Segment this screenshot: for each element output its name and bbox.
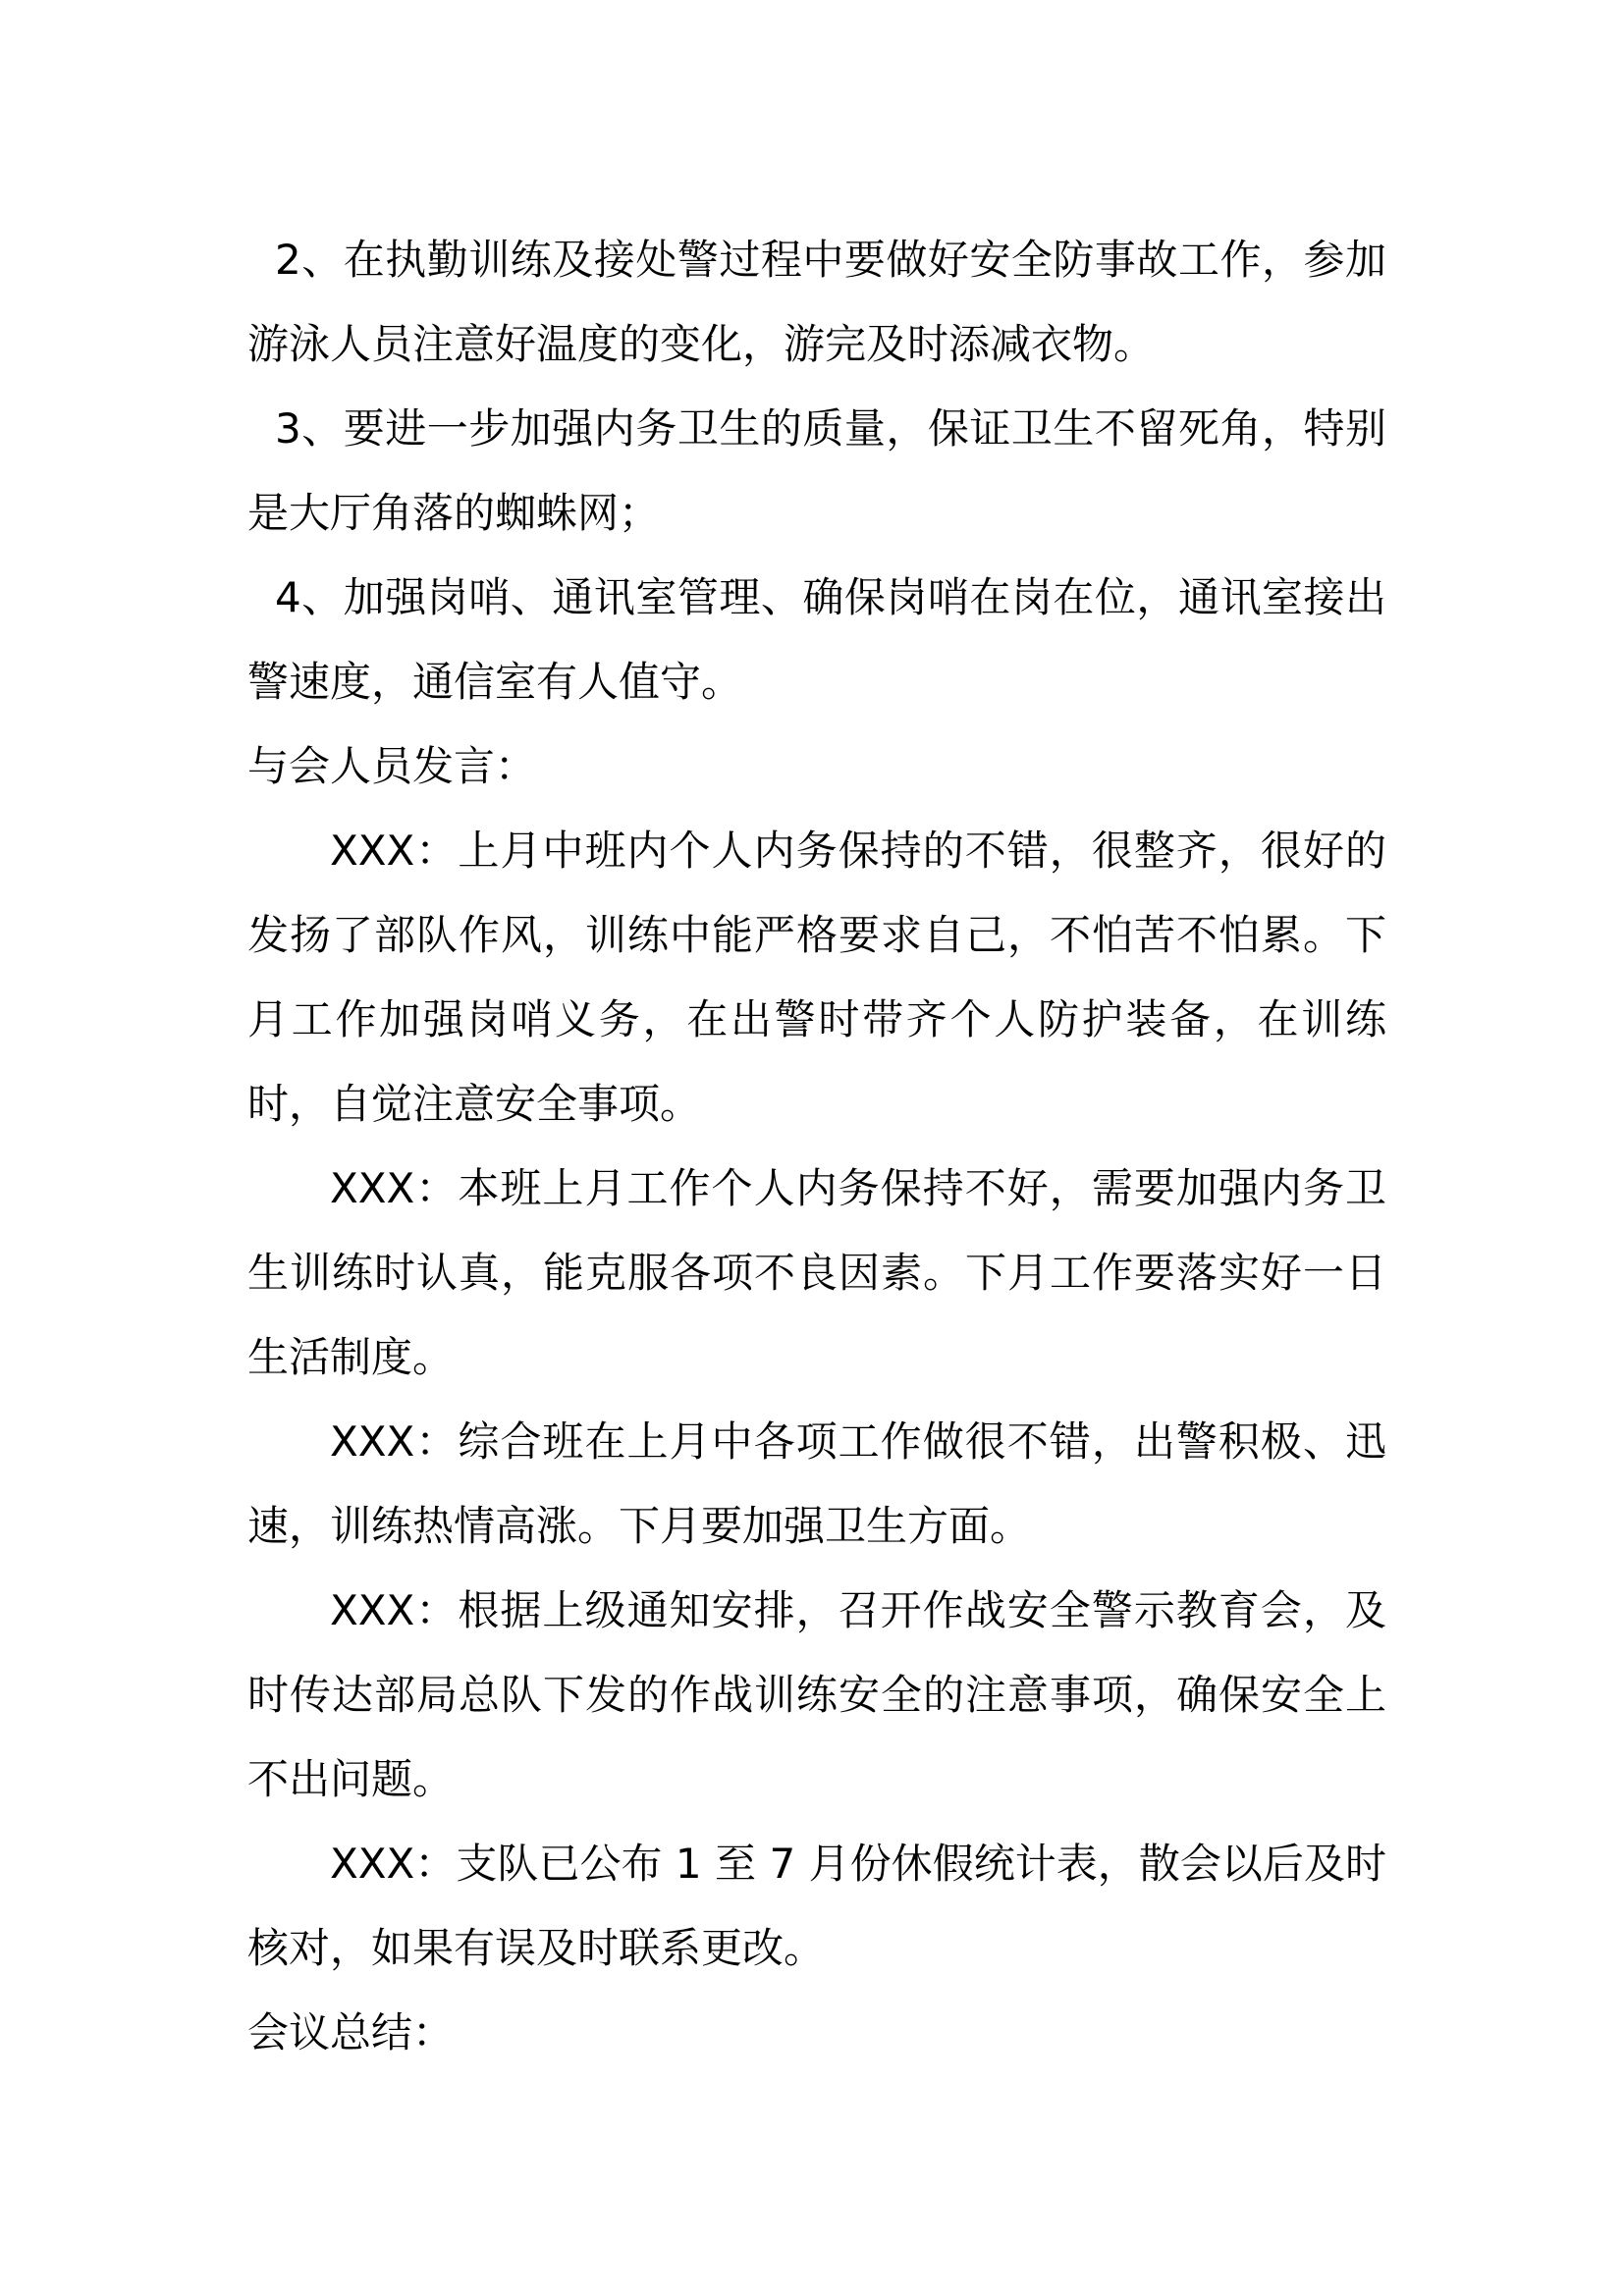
list-item-4: 4、加强岗哨、通讯室管理、确保岗哨在岗在位，通讯室接出警速度，通信室有人值守。 — [247, 573, 1386, 706]
speech-paragraph-4: XXX：根据上级通知安排，召开作战安全警示教育会，及时传达部局总队下发的作战训练安全的注意事项，确保安全上不出问题。 — [247, 1586, 1386, 1803]
speech-paragraph-3: XXX：综合班在上月中各项工作做很不错，出警积极、迅速，训练热情高涨。下月要加强卫生方面。 — [247, 1417, 1386, 1550]
section-heading-summary: 会议总结： — [247, 2008, 455, 2056]
list-item-3: 3、要进一步加强内务卫生的质量，保证卫生不留死角，特别是大厅角落的蜘蛛网； — [247, 404, 1386, 537]
speech-paragraph-5: XXX：支队已公布 1 至 7 月份休假统计表，散会以后及时核对，如果有误及时联系更改。 — [247, 1840, 1386, 1972]
document-body — [247, 218, 1386, 2075]
section-heading-speeches: 与会人员发言： — [247, 742, 537, 790]
list-item-2: 2、在执勤训练及接处警过程中要做好安全防事故工作，参加游泳人员注意好温度的变化，游完及时添减衣物。 — [247, 236, 1386, 368]
speech-paragraph-1: XXX：上月中班内个人内务保持的不错，很整齐，很好的发扬了部队作风，训练中能严格要求自己，不怕苦不怕累。下月工作加强岗哨义务，在出警时带齐个人防护装备，在训练时，自觉注意安全事项。 — [247, 827, 1386, 1128]
speech-paragraph-2: XXX：本班上月工作个人内务保持不好，需要加强内务卫生训练时认真，能克服各项不良因素。下月工作要落实好一日生活制度。 — [247, 1164, 1386, 1381]
